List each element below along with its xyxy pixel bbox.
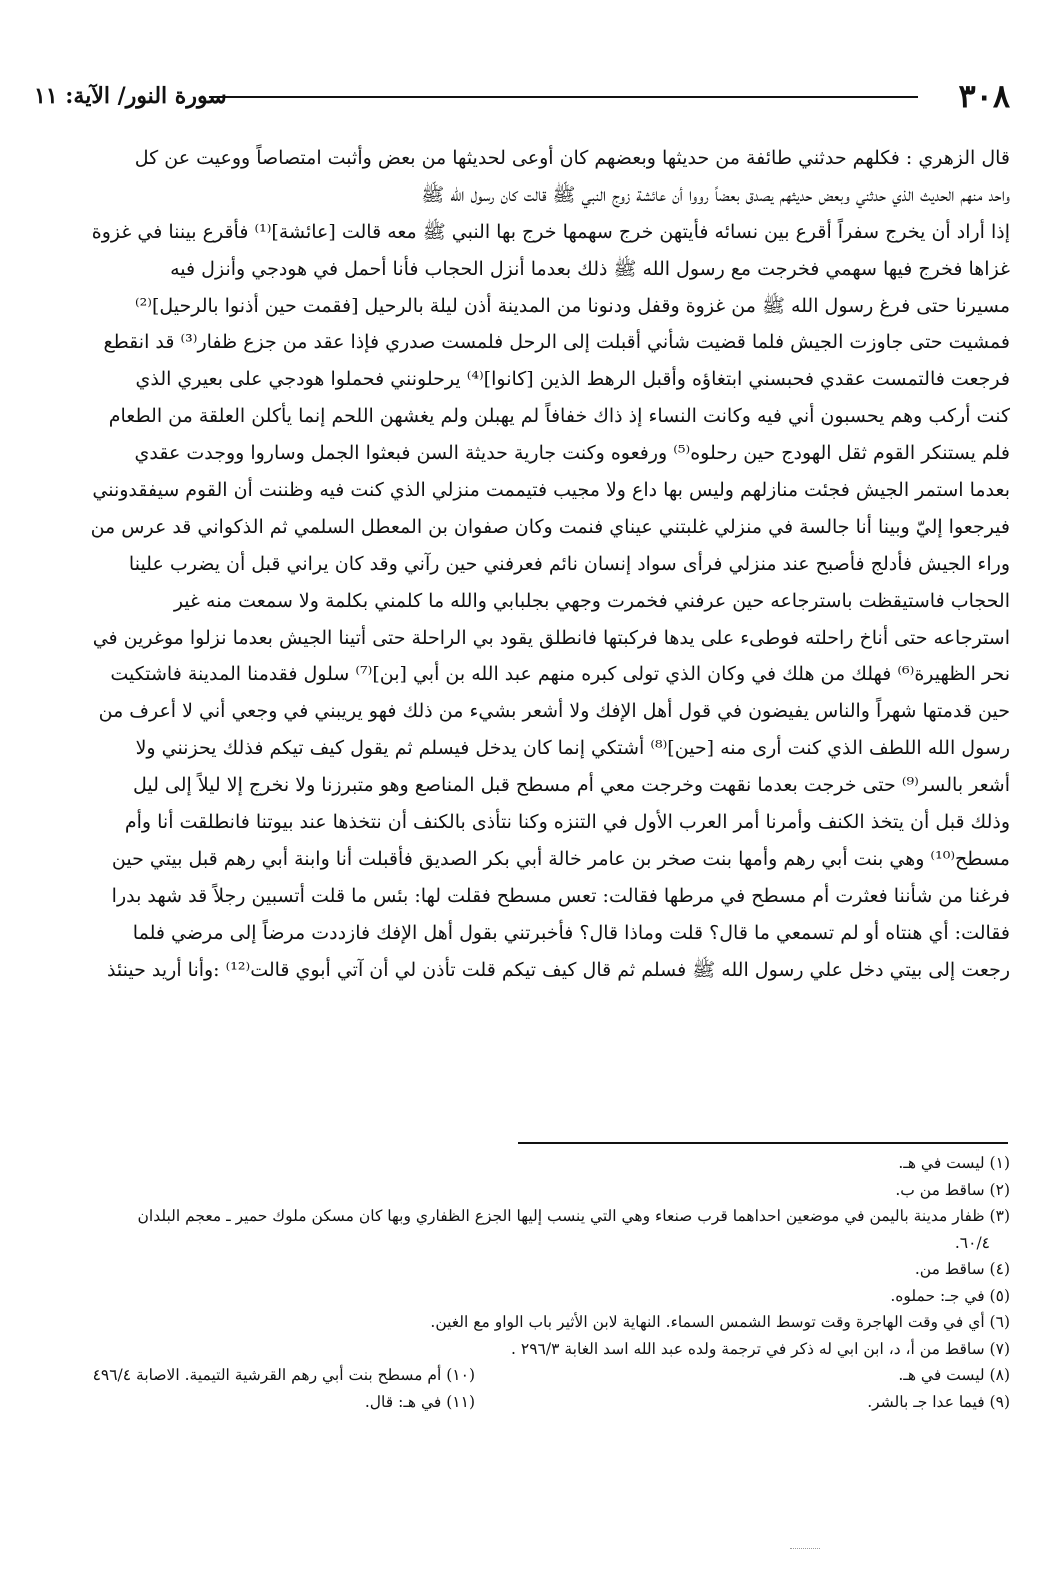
- text-line: الحجاب فاستيقظت باسترجاعه حين عرفني فخمرت وجهي بجلبابي والله ما كلمني بكلمة ولا سمعت منه غير: [173, 589, 1010, 612]
- text-line: فلم يستنكر القوم ثقل الهودج حين رحلوه⁽⁵⁾ ورفعوه وكنت جارية حديثة السن فبعثوا الجمل وساروا ووجدت عقدي: [134, 442, 1010, 465]
- footnote-7: (٧) ساقط من أ، د، ابن ابي له ذكر في ترجمة ولده عبد الله اسد الغابة ٢٩٦/٣ .: [511, 1339, 1010, 1358]
- scan-artifact: [790, 1548, 820, 1549]
- text-line: كنت أركب وهم يحسبون أني فيه وكانت النساء إذ ذاك خفافاً لم يهبلن ولم يغشهن اللحم إنما يأكلن العلقة من الطعام: [108, 405, 1010, 428]
- footnote-row: [42, 1389, 1010, 1416]
- text-line: فرغنا من شأننا فعثرت أم مسطح في مرطها فقالت: تعس مسطح فقلت لها: بئس ما قلت أتسبين رجلاً قد شهد بدرا: [111, 884, 1010, 907]
- text-line: قال الزهري : فكلهم حدثني طائفة من حديثها وبعضهم كان أوعى لحديثها من بعض وأثبت امتصاصاً ووعيت عن كل: [134, 147, 1010, 169]
- footnote-4: (٤) ساقط من.: [914, 1260, 1010, 1278]
- running-title: سورة النور/ الآية: ١١: [34, 83, 227, 109]
- footnote-5: (٥) في جـ: حملوه.: [890, 1286, 1010, 1305]
- footnote-2: (٢) ساقط من ب.: [895, 1180, 1010, 1199]
- footnote-8: (٨) ليست في هـ.: [898, 1366, 1010, 1384]
- body-text: [42, 140, 1010, 988]
- footnote-10: (١٠) أم مسطح بنت أبي رهم القرشية التيمية. الاصابة ٤٩٦/٤: [92, 1366, 475, 1384]
- text-line: فيرجعوا إليّ وبينا أنا جالسة في منزلي غلبتني عيناي فنمت وكان صفوان بن المعطل السلمي ثم الذكواني قد عرس من: [90, 515, 1010, 538]
- text-line: نحر الظهيرة⁽⁶⁾ فهلك من هلك في وكان الذي تولى كبره منهم عبد الله بن أبي [بن]⁽⁷⁾ سلول فقدمنا المدينة فاشتكيت: [110, 663, 1010, 686]
- text-line: غزاها فخرج فيها سهمي فخرجت مع رسول الله ﷺ ذلك بعدما أنزل الحجاب فأنا أحمل في هودجي وأنزل فيه: [170, 257, 1010, 280]
- footnote-row: [42, 1362, 1010, 1389]
- page-header: [34, 76, 1010, 116]
- page-number: ٣٠٨: [958, 77, 1010, 115]
- text-line: رسول الله اللطف الذي كنت أرى منه [حين]⁽⁸⁾ أشتكي إنما كان يدخل فيسلم ثم يقول كيف تيكم فذلك يحزنني ولا: [135, 737, 1010, 760]
- footnote-3-continuation: ٦٠/٤.: [954, 1233, 990, 1252]
- header-rule: [209, 96, 918, 98]
- text-line: رجعت إلى بيتي دخل علي رسول الله ﷺ فسلم ثم قال كيف تيكم قلت تأذن لي أن آتي أبوي قالت⁽¹²⁾ :وأنا أريد حينئذ: [106, 958, 1010, 981]
- footnote-3: (٣) ظفار مدينة باليمن في موضعين احداهما قرب صنعاء وهي التي ينسب إليها الجزع الظفاري وبها كان مسكن ملوك حمير ـ معجم البلدان: [137, 1207, 1010, 1225]
- text-line: استرجاعه حتى أناخ راحلته فوطىء على يدها فركبتها فانطلق يقود بي الراحلة حتى أتينا الجيش بعدما نزلوا موغرين في: [92, 626, 1010, 649]
- text-line: بعدما استمر الجيش فجئت منازلهم وليس بها داع ولا مجيب فتيممت منزلي الذي كنت فيه وظننت أن القوم سيفقدونني: [92, 479, 1010, 502]
- footnote-9: (٩) فيما عدا جـ بالشر.: [867, 1392, 1010, 1411]
- text-line: فرجعت فالتمست عقدي فحبسني ابتغاؤه وأقبل الرهط الذين [كانوا]⁽⁴⁾ يرحلونني فحملوا هودجي على بعيري الذي: [135, 368, 1010, 391]
- footnotes: [42, 1150, 1010, 1415]
- text-line: إذا أراد أن يخرج سفراً أقرع بين نسائه فأيتهن خرج سهمها خرج بها النبي ﷺ معه قالت [عائشة]⁽¹⁾ فأقرع بيننا في غزوة: [91, 220, 1010, 243]
- text-line: واحد منهم الحديث الذي حدثني وبعض حديثهم يصدق بعضاً رووا أن عائشة زوج النبي ﷺ قالت كان رسول الله ﷺ: [421, 183, 1010, 206]
- footnote-separator: [518, 1142, 1008, 1144]
- text-line: حين قدمتها شهراً والناس يفيضون في قول أهل الإفك ولا أشعر بشيء من ذلك فهو يريبني في وجعي أني لا أعرف من: [98, 700, 1010, 723]
- text-line: أشعر بالسر⁽⁹⁾ حتى خرجت بعدما نقهت وخرجت معي أم مسطح قبل المناصع وهو متبرزنا ولا نخرج إلا ليلاً إلى ليل: [132, 774, 1010, 797]
- text-line: وراء الجيش فأدلج فأصبح عند منزلي فرأى سواد إنسان نائم فعرفني حين رآني وقد كان يراني قبل أن يضرب علينا: [128, 552, 1010, 575]
- footnote-6: (٦) أي في وقت الهاجرة وقت توسط الشمس السماء. النهاية لابن الأثير باب الواو مع الغين.: [430, 1313, 1010, 1331]
- text-line: وذلك قبل أن يتخذ الكنف وأمرنا أمر العرب الأول في التنزه وكنا نتأذى بالكنف أن نتخذها عند بيوتنا فانطلقت أنا وأم: [124, 811, 1010, 834]
- text-line: مسطح⁽¹⁰⁾ وهي بنت أبي رهم وأمها بنت صخر بن عامر خالة أبي بكر الصديق فأقبلت أنا وابنة أبي رهم قبل بيتي حين: [111, 847, 1010, 870]
- text-line: فمشيت حتى جاوزت الجيش فلما قضيت شأني أقبلت إلى الرحل فلمست صدري فإذا عقد من جزع ظفار⁽³⁾ قد انقطع: [103, 331, 1010, 354]
- footnote-11: (١١) في هـ: قال.: [364, 1392, 475, 1411]
- footnote-1: (١) ليست في هـ.: [898, 1154, 1010, 1172]
- text-line: مسيرنا حتى فرغ رسول الله ﷺ من غزوة وقفل ودنونا من المدينة أذن ليلة بالرحيل [فقمت حين أذنوا بالرحيل]⁽²⁾: [134, 294, 1010, 317]
- text-line: فقالت: أي هنتاه أو لم تسمعي ما قال؟ قلت وماذا قال؟ فأخبرتني بقول أهل الإفك فازددت مرضاً إلى مرضي فلما: [132, 921, 1010, 944]
